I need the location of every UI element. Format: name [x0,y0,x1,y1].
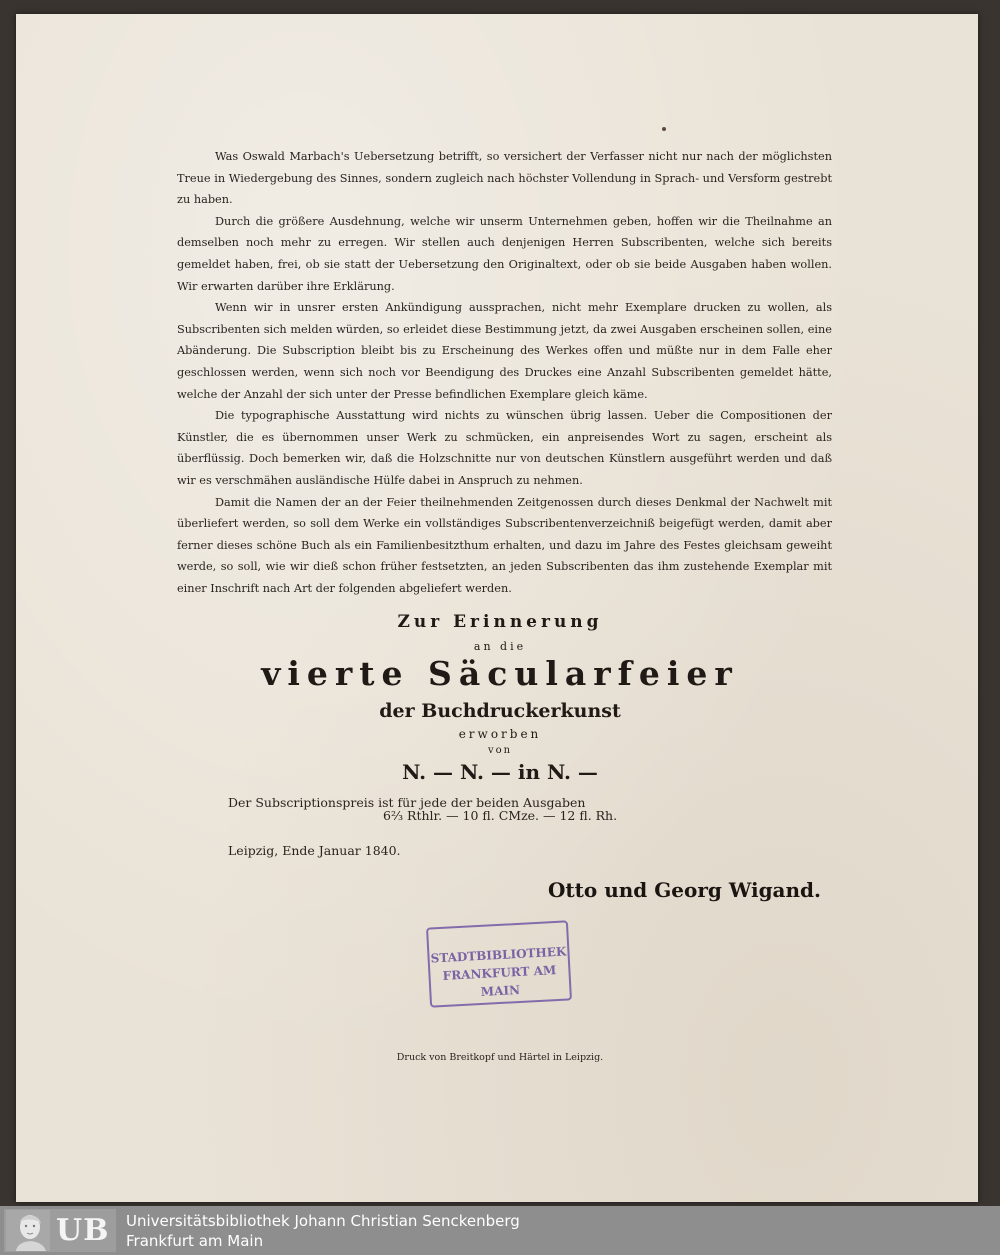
inscription-line-2: an die [473,640,527,653]
library-stamp [426,920,572,1007]
paragraph-4: Die typographische Ausstattung wird nichts zu wünschen übrig lassen. Ueber die Compositionen der Künstler, die es übernommen unser Werk zu schmücken, ein anpreisendes Wort zu sagen, erscheint als überflüssig. Doch bemerken wir, daß die Holzschnitte nur von deutschen Künstlern ausgeführt werden und daß wir es verschmähen ausländische Hülfe dabei in Anspruch zu nehmen. [177,409,832,487]
paragraph-5: Damit die Namen der an der Feier theilnehmenden Zeitgenossen durch dieses Denkmal der Nachwelt mit überliefert werden, so soll dem Werke ein vollständiges Subscribentenverzeichniß beigefügt werden, damit aber ferner dieses schöne Buch als ein Familienbesitzthum erhalten, und dazu im Jahre des Festes gleichsam geweiht werde, so soll, wie wir dieß schon früher festsetzten, an jeden Subscribenten das ihm zustehende Exemplar mit einer Inschrift nach Art der folgenden abgeliefert werden. [177,495,832,595]
ink-speck [662,127,666,131]
inscription-subtitle: der Buchdruckerkunst [379,700,621,722]
ub-logo [4,1209,116,1252]
stamp-line-1: STADTBIBLIOTHEK [430,944,567,966]
inscription-title: vierte Säcularfeier [261,654,739,693]
footer-text [126,1211,520,1251]
footer-bar [0,1206,1000,1255]
paragraph-1: Was Oswald Marbach's Uebersetzung betrifft, so versichert der Verfasser nicht nur nach der möglichsten Treue in Wiedergebung des Sinnes, sondern zugleich nach höchster Vollendung in Sprach- und Versform gestrebt zu haben. [177,150,832,207]
inscription-line-6: von [487,745,513,756]
document-page [16,14,978,1202]
printer-imprint: Druck von Breitkopf und Härtel in Leipzig. [396,1052,604,1063]
price-line-2: 6⅔ Rthlr. — 10 fl. CMze. — 12 fl. Rh. [383,808,618,823]
body-text [177,146,832,599]
footer-line-2: Frankfurt am Main [126,1232,264,1250]
dateline: Leipzig, Ende Januar 1840. [228,843,401,858]
portrait-icon [6,1210,50,1251]
inscription-names: N. — N. — in N. — [402,760,598,784]
footer-line-1: Universitätsbibliothek Johann Christian Senckenberg [126,1212,520,1230]
publisher-signature: Otto und Georg Wigand. [548,878,821,902]
price-line-1: Der Subscriptionspreis ist für jede der beiden Ausgaben [228,795,586,810]
stamp-line-2: FRANKFURT AM MAIN [442,963,557,999]
paragraph-2: Durch die größere Ausdehnung, welche wir unserm Unternehmen geben, hoffen wir die Theilnahme an demselben noch mehr zu erregen. Wir stellen auch denjenigen Herren Subscribenten, welche sich bereits gemeldet haben, frei, ob sie statt der Uebersetzung den Originaltext, oder ob sie beide Ausgaben haben wollen. Wir erwarten darüber ihre Erklärung. [177,214,832,293]
inscription-line-1: Zur Erinnerung [397,612,603,632]
inscription-line-5: erworben [458,727,542,741]
logo-text: UB [56,1213,110,1248]
paragraph-3: Wenn wir in unsrer ersten Ankündigung aussprachen, nicht mehr Exemplare drucken zu wollen, als Subscribenten sich melden würden, so erleidet diese Bestimmung jetzt, da zwei Ausgaben erscheinen sollen, eine Abänderung. Die Subscription bleibt bis zu Erscheinung des Werkes offen und müßte nur in dem Falle eher geschlossen werden, wenn sich noch vor Beendigung des Druckes eine Anzahl Subscribenten gemeldet hätte, welche der Anzahl der sich unter der Presse befindlichen Exemplare gleich käme. [177,301,832,401]
